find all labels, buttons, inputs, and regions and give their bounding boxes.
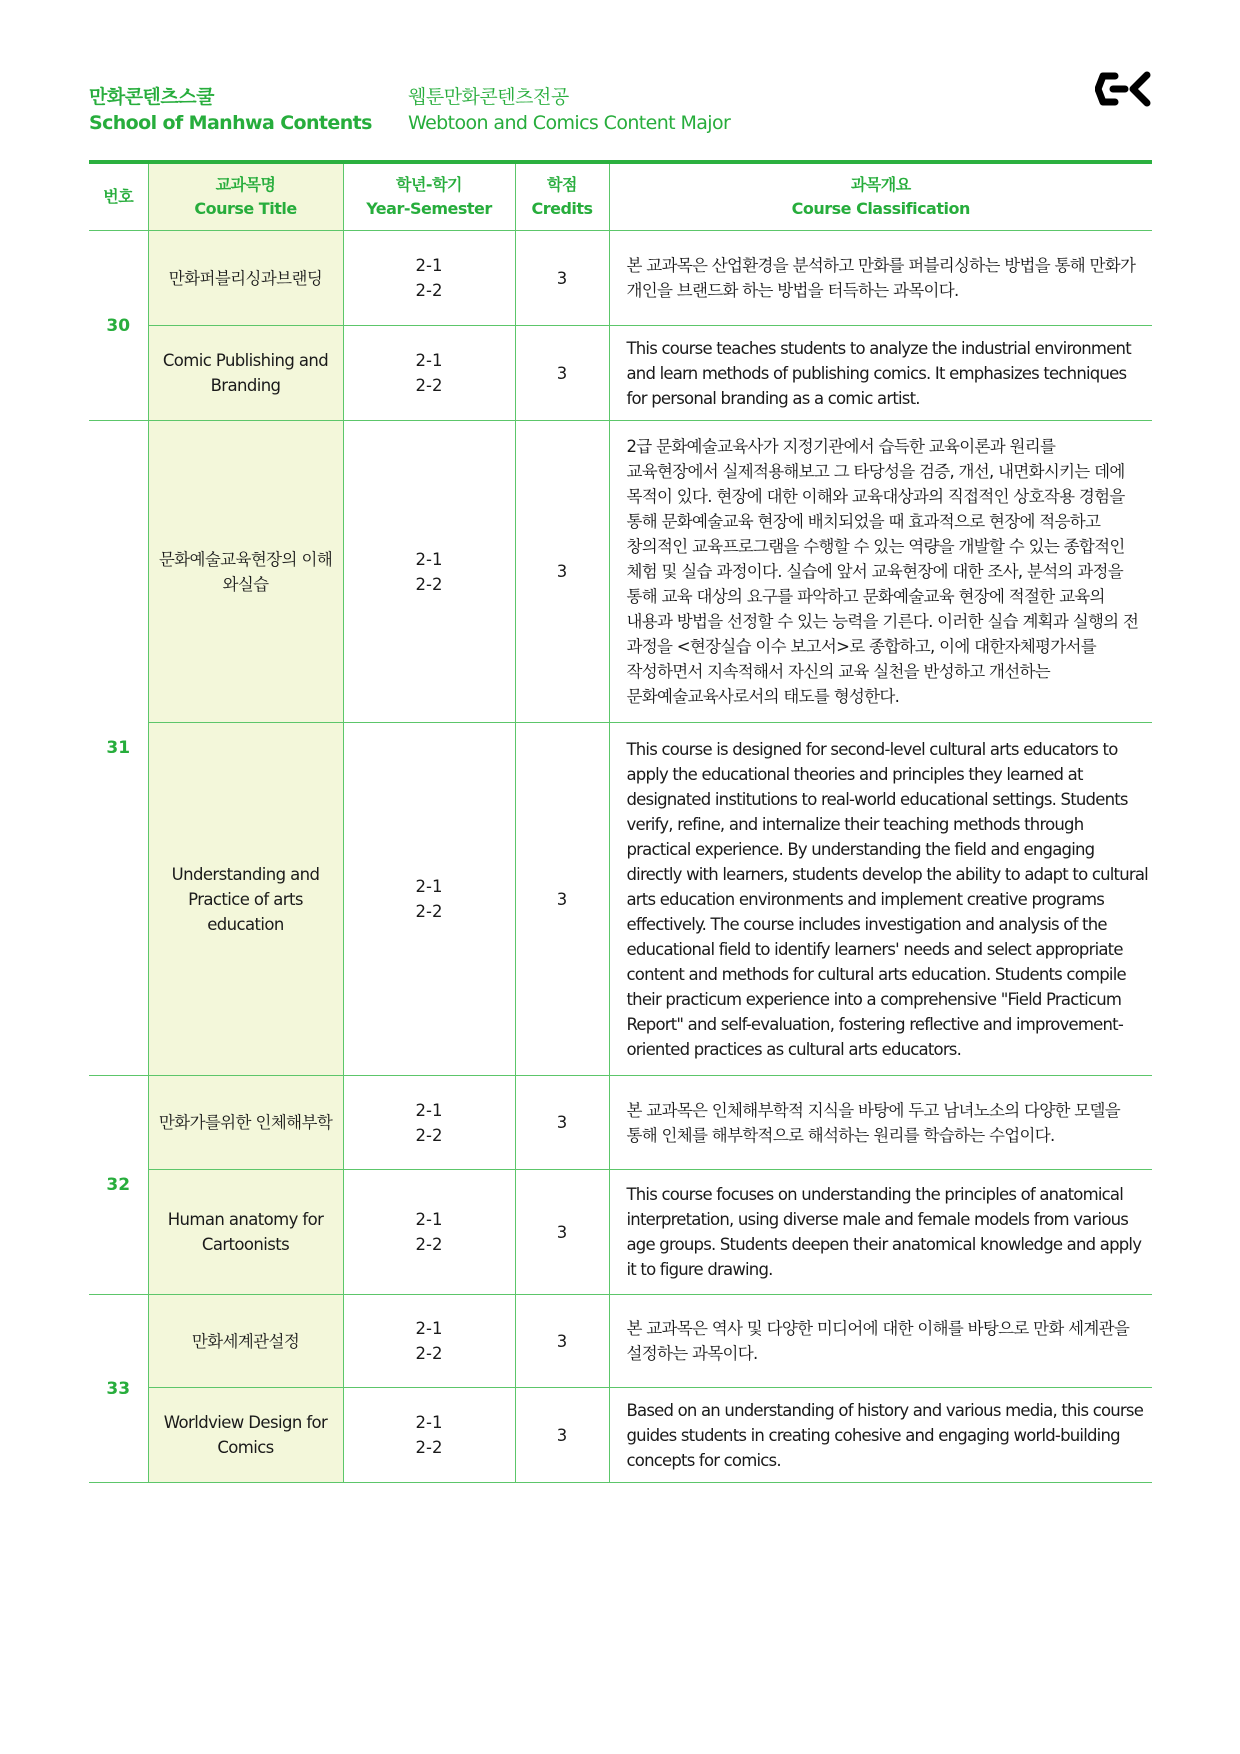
table-row [89, 1295, 1152, 1388]
course-description-ko: 본 교과목은 인체해부학적 지식을 바탕에 두고 남녀노소의 다양한 모델을 통해 인체를 해부학적으로 해석하는 원리를 학습하는 수업이다. [609, 1076, 1152, 1170]
credits: 3 [515, 1076, 609, 1170]
course-number: 32 [89, 1076, 148, 1295]
year-semester: 2-1 2-2 [343, 1170, 515, 1295]
course-description-ko: 본 교과목은 산업환경을 분석하고 만화를 퍼블리싱하는 방법을 통해 만화가 개인을 브랜드화 하는 방법을 터득하는 과목이다. [609, 231, 1152, 326]
credits: 3 [515, 1170, 609, 1295]
course-description-en: This course teaches students to analyze the industrial environment and learn methods of publishing comics. It emphasizes techniques for personal branding as a comic artist. [609, 326, 1152, 421]
credits: 3 [515, 421, 609, 723]
header-number: 번호 [89, 162, 148, 231]
course-description-ko: 본 교과목은 역사 및 다양한 미디어에 대한 이해를 바탕으로 만화 세계관을 설정하는 과목이다. [609, 1295, 1152, 1388]
major-heading [408, 84, 730, 136]
header-year-semester: 학년-학기 Year-Semester [343, 162, 515, 231]
school-name-en: School of Manhwa Contents [89, 112, 372, 134]
header-course-title: 교과목명 Course Title [148, 162, 343, 231]
course-description-en: This course is designed for second-level cultural arts educators to apply the educational theories and principles they learned at designated institutions to real-world educational settings. Students verify, refine, and internalize their teaching methods through practical experience. By understanding the field and engaging directly with learners, students develop the ability to adapt to cultural arts education environments and implement creative programs effectively. The course includes investigation and analysis of the educational field to identify learners' needs and select appropriate content and methods for cultural arts education. Students compile their practicum experience into a comprehensive "Field Practicum Report" and self-evaluation, fostering reflective and improvement-oriented practices as cultural arts educators. [609, 723, 1152, 1076]
table-row [89, 1076, 1152, 1170]
school-heading [89, 84, 372, 136]
course-description-ko: 2급 문화예술교육사가 지정기관에서 습득한 교육이론과 원리를 교육현장에서 실제적용해보고 그 타당성을 검증, 개선, 내면화시키는 데에 목적이 있다. 현장에 대한 이해와 교육대상과의 직접적인 상호작용 경험을 통해 문화예술교육 현장에 배치되었을 때 효과적으로 현장에 적응하고 창의적인 교육프로그램을 수행할 수 있는 역량을 개발할 수 있는 종합적인 체험 및 실습 과정이다. 실습에 앞서 교육현장에 대한 조사, 분석의 과정을 통해 교육 대상의 요구를 파악하고 문화예술교육 현장에 적절한 교육의 내용과 방법을 선정할 수 있는 능력을 기른다. 이러한 실습 계획과 실행의 전 과정을 <현장실습 이수 보고서>로 종합하고, 이에 대한자체평가서를 작성하면서 지속적해서 자신의 교육 실천을 반성하고 개선하는 문화예술교육사로서의 태도를 형성한다. [609, 421, 1152, 723]
year-semester: 2-1 2-2 [343, 1388, 515, 1483]
year-semester: 2-1 2-2 [343, 421, 515, 723]
header-classification: 과목개요 Course Classification [609, 162, 1152, 231]
table-row [89, 723, 1152, 1076]
table-row [89, 421, 1152, 723]
course-title-ko: 문화예술교육현장의 이해와실습 [148, 421, 343, 723]
school-name-ko: 만화콘텐츠스쿨 [89, 86, 214, 108]
course-table [89, 160, 1152, 1483]
year-semester: 2-1 2-2 [343, 1295, 515, 1388]
course-number: 31 [89, 421, 148, 1076]
table-row [89, 231, 1152, 326]
course-number: 30 [89, 231, 148, 421]
year-semester: 2-1 2-2 [343, 1076, 515, 1170]
course-title-ko: 만화퍼블리싱과브랜딩 [148, 231, 343, 326]
year-semester: 2-1 2-2 [343, 231, 515, 326]
credits: 3 [515, 326, 609, 421]
course-title-ko: 만화세계관설정 [148, 1295, 343, 1388]
table-row [89, 326, 1152, 421]
course-description-en: Based on an understanding of history and various media, this course guides students in creating cohesive and engaging world-building concepts for comics. [609, 1388, 1152, 1483]
table-row [89, 1388, 1152, 1483]
course-title-en: Comic Publishing and Branding [148, 326, 343, 421]
course-title-en: Worldview Design for Comics [148, 1388, 343, 1483]
course-description-en: This course focuses on understanding the principles of anatomical interpretation, using diverse male and female models from various age groups. Students deepen their anatomical knowledge and apply it to figure drawing. [609, 1170, 1152, 1295]
credits: 3 [515, 1295, 609, 1388]
credits: 3 [515, 723, 609, 1076]
course-title-ko: 만화가를위한 인체해부학 [148, 1076, 343, 1170]
ck-logo-icon [1095, 70, 1153, 108]
major-name-en: Webtoon and Comics Content Major [408, 112, 731, 134]
header-credits: 학점 Credits [515, 162, 609, 231]
credits: 3 [515, 1388, 609, 1483]
year-semester: 2-1 2-2 [343, 723, 515, 1076]
year-semester: 2-1 2-2 [343, 326, 515, 421]
credits: 3 [515, 231, 609, 326]
table-header-row [89, 162, 1152, 231]
table-row [89, 1170, 1152, 1295]
course-title-en: Understanding and Practice of arts education [148, 723, 343, 1076]
course-title-en: Human anatomy for Cartoonists [148, 1170, 343, 1295]
course-number: 33 [89, 1295, 148, 1483]
major-name-ko: 웹툰만화콘텐츠전공 [408, 86, 569, 108]
